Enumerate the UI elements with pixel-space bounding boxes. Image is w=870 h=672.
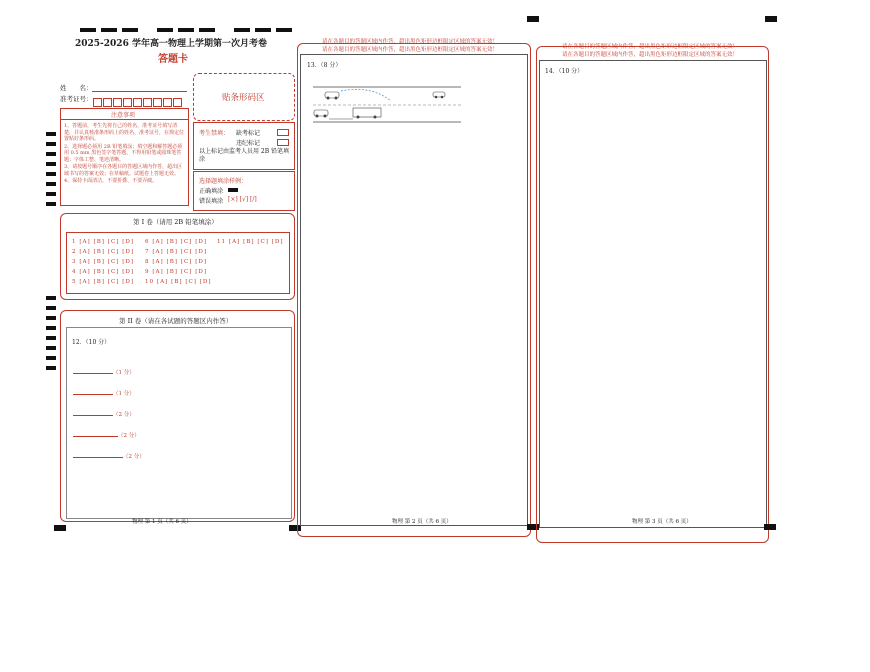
note-item: 1、答题前，考生先将自己的姓名，准考证号填写清楚，并认真核准条形码上的姓名、准考证号，在规定位置贴好条形码。 (64, 123, 185, 142)
choice-col-3 (217, 237, 284, 247)
choice-row[interactable]: 6 [A] [B] [C] [D] (145, 239, 208, 245)
choice-row[interactable]: 2 [A] [B] [C] [D] (72, 249, 135, 255)
q14-answer-area[interactable] (539, 60, 767, 528)
notes-list (64, 123, 186, 185)
top-marks (80, 17, 297, 36)
violation-checkbox[interactable] (277, 139, 289, 146)
forbidden-label: 考生禁填： (199, 130, 230, 137)
registration-mark (765, 16, 777, 22)
violation-label: 违纪标记 (236, 140, 261, 147)
q12-blank-4[interactable]: （2 分） (73, 422, 140, 441)
note-item: 4、保持卡面清洁，不要折叠、不要弄破。 (64, 178, 158, 184)
notes-box (60, 108, 189, 206)
choice-row[interactable]: 5 [A] [B] [C] [D] (72, 279, 135, 285)
forbidden-note: 以上标记由监考人员用 2B 铅笔填涂 (199, 148, 290, 163)
choice-row[interactable]: 7 [A] [B] [C] [D] (145, 249, 208, 255)
absent-label: 缺考标记 (236, 130, 261, 137)
registration-mark (527, 16, 539, 22)
q12-blank-1[interactable]: （1 分） (73, 359, 135, 378)
id-label: 准考证号： (60, 95, 93, 103)
barcode-area (193, 73, 295, 121)
q13-answer-area[interactable] (300, 54, 528, 526)
page-2-warning-1: 请在各题目的答题区域内作答，超出黑色矩形边框限定区域的答案无效！ (322, 39, 499, 45)
choice-row[interactable]: 11 [A] [B] [C] [D] (217, 239, 284, 245)
q12-blank-3[interactable]: （2 分） (73, 401, 135, 420)
absent-checkbox[interactable] (277, 129, 289, 136)
correct-fill-label: 正确填涂 (199, 188, 224, 195)
page-3-footer: 物理 第 3 页（共 6 页） (632, 519, 692, 525)
choice-row[interactable]: 8 [A] [B] [C] [D] (145, 259, 208, 265)
choice-row[interactable]: 1 [A] [B] [C] [D] (72, 239, 135, 245)
section-2-title: 第 II 卷（请在各试题的答题区内作答） (119, 317, 233, 325)
wrong-fill-label: 错误填涂 (199, 198, 224, 205)
forbidden-box (193, 122, 295, 170)
barcode-label: 贴条形码区 (222, 93, 265, 103)
choice-row[interactable]: 9 [A] [B] [C] [D] (145, 269, 208, 275)
section-2-box (60, 310, 295, 522)
choice-col-1 (72, 237, 134, 287)
q12-answer-area[interactable] (66, 327, 292, 519)
page-3-warning-2: 请在各题目的答题区域内作答，超出黑色矩形边框限定区域的答案无效！ (562, 52, 739, 58)
q13-label: 13．（8 分） (307, 62, 342, 69)
fill-example-title: 选择题填涂样例： (199, 178, 248, 185)
q13-figure (311, 83, 466, 123)
choice-row[interactable]: 10 [A] [B] [C] [D] (145, 279, 212, 285)
correct-fill-sample (228, 188, 238, 192)
notes-title: 注意事项 (111, 112, 136, 119)
registration-mark (764, 524, 776, 530)
choice-col-2 (145, 237, 212, 287)
section-1-box (60, 213, 295, 300)
page-1-footer: 物理 第 1 页（共 6 页） (132, 519, 192, 525)
wrong-fill-samples: [×] [√] [/] (228, 196, 257, 203)
note-item: 3、请按题号顺序在各题目的答题区域内作答，超出区域书写的答案无效；在草稿纸、试题卷上答题无效。 (64, 164, 183, 177)
q14-label: 14．（10 分） (545, 68, 584, 75)
page-3-warning-1: 请在各题目的答题区域内作答，超出黑色矩形边框限定区域的答案无效！ (562, 44, 739, 50)
registration-mark (54, 525, 66, 531)
q12-label: 12．（10 分） (72, 339, 111, 346)
note-item: 2、选择题必须用 2B 铅笔填涂；填空题和解答题必须用 0.5 mm 黑色签字笔答题，不得用铅笔或圆珠笔答题；字体工整、笔迹清晰。 (64, 143, 183, 163)
q12-blank-5[interactable]: （2 分） (73, 443, 145, 462)
page-2-warning-2: 请在各题目的答题区域内作答，超出黑色矩形边框限定区域的答案无效！ (322, 47, 499, 53)
answer-sheet-label: 答题卡 (158, 54, 188, 65)
section-1-title: 第 I 卷（请用 2B 铅笔填涂） (133, 218, 218, 226)
page-2-footer: 物理 第 2 页（共 6 页） (392, 519, 452, 525)
fill-example-box (193, 171, 295, 211)
exam-title: 2025-2026 学年高一物理上学期第一次月考卷 (75, 39, 267, 49)
choice-row[interactable]: 4 [A] [B] [C] [D] (72, 269, 135, 275)
choice-row[interactable]: 3 [A] [B] [C] [D] (72, 259, 135, 265)
q12-blank-2[interactable]: （1 分） (73, 380, 135, 399)
choice-grid (66, 232, 290, 294)
name-label: 姓 名： (60, 84, 93, 92)
